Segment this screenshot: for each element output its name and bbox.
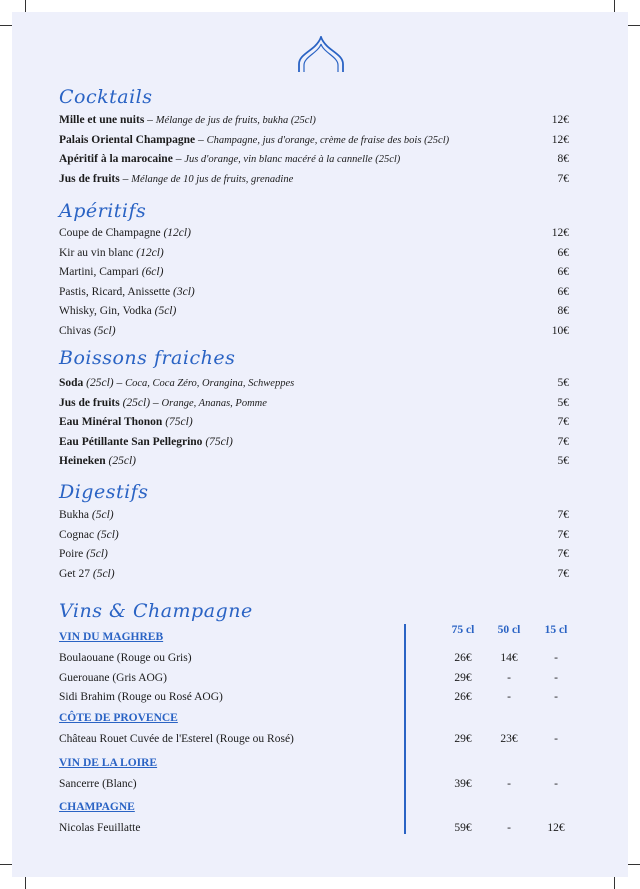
item-price: 7€ xyxy=(557,548,569,560)
wine-row xyxy=(59,688,579,706)
crop-mark xyxy=(0,25,12,26)
menu-item xyxy=(59,506,569,524)
crop-mark xyxy=(628,864,640,865)
wine-category: CHAMPAGNE xyxy=(59,801,135,813)
item-separator: – xyxy=(144,114,156,126)
menu-item xyxy=(59,452,569,470)
crop-mark xyxy=(614,0,615,12)
item-separator: – xyxy=(172,153,185,165)
item-name: Jus de fruits xyxy=(59,172,120,185)
item-name: Martini, Campari xyxy=(59,266,142,278)
item-separator: – xyxy=(113,377,126,389)
menu-item xyxy=(59,244,569,262)
item-price: 5€ xyxy=(557,377,569,389)
wine-category: VIN DE LA LOIRE xyxy=(59,757,158,769)
menu-item xyxy=(59,374,569,392)
item-price: 7€ xyxy=(557,435,569,448)
section-title: Apéritifs xyxy=(59,200,147,222)
menu-item xyxy=(59,131,569,149)
menu-item xyxy=(59,545,569,563)
item-name: Pastis, Ricard, Anissette xyxy=(59,285,174,298)
crop-mark xyxy=(614,877,615,889)
crop-mark xyxy=(628,25,640,26)
menu-item xyxy=(59,526,569,544)
item-name: Kir au vin blanc xyxy=(59,246,137,259)
menu-item xyxy=(59,394,569,412)
item-name: Eau Pétillante San Pellegrino xyxy=(59,435,203,448)
item-price: 7€ xyxy=(557,567,569,580)
menu-item xyxy=(59,413,569,431)
wine-name: Sidi Brahim (Rouge ou Rosé AOG) xyxy=(59,691,223,703)
wine-row xyxy=(59,819,579,837)
item-price: 5€ xyxy=(557,396,569,409)
item-volume: (75cl) xyxy=(202,435,233,448)
item-name: Bukha xyxy=(59,509,92,521)
wine-price: - xyxy=(507,691,511,703)
item-price: 8€ xyxy=(557,305,569,317)
wine-price: 23€ xyxy=(500,733,518,745)
wine-price: - xyxy=(554,733,558,745)
item-price: 6€ xyxy=(557,285,569,298)
menu-item xyxy=(59,433,569,451)
moorish-arch-icon xyxy=(295,36,347,74)
wine-price: - xyxy=(507,822,511,834)
menu-item xyxy=(59,283,569,301)
item-price: 12€ xyxy=(551,227,569,239)
wine-price: - xyxy=(554,778,558,790)
item-price: 8€ xyxy=(557,153,569,165)
item-volume: (5cl) xyxy=(86,548,108,560)
wine-price: - xyxy=(554,671,558,684)
item-price: 7€ xyxy=(557,172,569,185)
crop-mark xyxy=(25,0,26,12)
item-volume: (5cl) xyxy=(91,509,114,521)
item-separator: – xyxy=(195,133,207,146)
item-volume: (5cl) xyxy=(97,528,119,541)
item-name: Get 27 xyxy=(59,567,93,580)
item-name: Poire xyxy=(59,548,87,560)
wine-price: 29€ xyxy=(454,671,472,684)
wine-price: 29€ xyxy=(454,733,472,745)
menu-item xyxy=(59,150,569,168)
item-name: Jus de fruits xyxy=(59,396,120,409)
item-volume: (6cl) xyxy=(141,266,164,278)
item-name: Apéritif à la marocaine xyxy=(59,153,173,165)
item-volume: (5cl) xyxy=(154,305,177,317)
item-volume: (12cl) xyxy=(163,227,191,239)
crop-mark xyxy=(25,877,26,889)
menu-item xyxy=(59,322,569,340)
item-price: 7€ xyxy=(557,528,569,541)
item-name: Eau Minéral Thonon xyxy=(59,416,163,428)
item-volume: (3cl) xyxy=(173,285,195,298)
wine-category: VIN DU MAGHREB xyxy=(59,631,164,643)
wine-row xyxy=(59,775,579,793)
wine-row xyxy=(59,730,579,748)
wine-name: Nicolas Feuillatte xyxy=(59,822,141,834)
wine-price: - xyxy=(507,671,511,684)
wine-price: 39€ xyxy=(454,778,472,790)
wine-row xyxy=(59,669,579,687)
item-price: 5€ xyxy=(557,455,569,467)
item-name: Whisky, Gin, Vodka xyxy=(59,305,155,317)
item-price: 12€ xyxy=(551,114,569,126)
wine-price: 14€ xyxy=(500,652,518,664)
item-price: 7€ xyxy=(557,509,569,521)
item-name: Coupe de Champagne xyxy=(59,227,164,239)
item-volume: (25cl) xyxy=(83,377,114,389)
item-price: 6€ xyxy=(557,246,569,259)
wine-name: Boulaouane (Rouge ou Gris) xyxy=(59,652,192,664)
wine-price: - xyxy=(554,652,558,664)
item-price: 12€ xyxy=(551,133,569,146)
menu-item xyxy=(59,565,569,583)
wine-category: CÔTE DE PROVENCE xyxy=(59,712,178,724)
section-title: Vins & Champagne xyxy=(59,600,253,622)
wine-price: 59€ xyxy=(454,822,472,834)
item-volume: (75cl) xyxy=(162,416,193,428)
wine-column-header: 50 cl xyxy=(497,624,521,636)
item-description: Orange, Ananas, Pomme xyxy=(161,397,267,409)
item-name: Mille et une nuits xyxy=(59,114,145,126)
wine-name: Sancerre (Blanc) xyxy=(59,778,137,790)
item-name: Cognac xyxy=(59,528,98,541)
item-description: Mélange de jus de fruits, bukha (25cl) xyxy=(155,115,316,126)
item-description: Jus d'orange, vin blanc macéré à la cannelle (25cl) xyxy=(184,154,401,165)
item-description: Coca, Coca Zéro, Orangina, Schweppes xyxy=(125,378,295,389)
item-price: 10€ xyxy=(551,324,569,337)
item-separator: – xyxy=(119,172,132,185)
menu-item xyxy=(59,302,569,320)
item-volume: (5cl) xyxy=(93,324,116,337)
item-separator: – xyxy=(150,396,162,409)
wine-column-header: 75 cl xyxy=(451,624,475,636)
wine-price: 26€ xyxy=(454,691,472,703)
item-name: Heineken xyxy=(59,455,106,467)
item-volume: (5cl) xyxy=(92,567,115,580)
item-volume: (12cl) xyxy=(136,246,164,259)
item-description: Mélange de 10 jus de fruits, grenadine xyxy=(131,173,294,185)
section-title: Digestifs xyxy=(59,481,149,503)
section-title: Boissons fraiches xyxy=(59,347,236,369)
item-volume: (25cl) xyxy=(105,455,136,467)
wine-price: - xyxy=(507,778,511,790)
item-name: Palais Oriental Champagne xyxy=(59,133,196,146)
wine-price: - xyxy=(554,691,558,703)
wine-name: Château Rouet Cuvée de l'Esterel (Rouge ou Rosé) xyxy=(59,733,294,745)
wine-column-header: 15 cl xyxy=(544,624,568,636)
menu-item xyxy=(59,170,569,188)
item-name: Soda xyxy=(59,377,84,389)
crop-mark xyxy=(0,864,12,865)
wine-name: Guerouane (Gris AOG) xyxy=(59,671,167,684)
wine-row xyxy=(59,649,579,667)
wine-price: 26€ xyxy=(454,652,472,664)
menu-item xyxy=(59,224,569,242)
section-title: Cocktails xyxy=(59,86,153,108)
item-volume: (25cl) xyxy=(119,396,151,409)
menu-item xyxy=(59,111,569,129)
item-name: Chivas xyxy=(59,324,94,337)
item-price: 7€ xyxy=(557,416,569,428)
menu-item xyxy=(59,263,569,281)
item-price: 6€ xyxy=(557,266,569,278)
wine-price: 12€ xyxy=(547,822,565,834)
item-description: Champagne, jus d'orange, crème de fraise des bois (25cl) xyxy=(206,134,450,146)
